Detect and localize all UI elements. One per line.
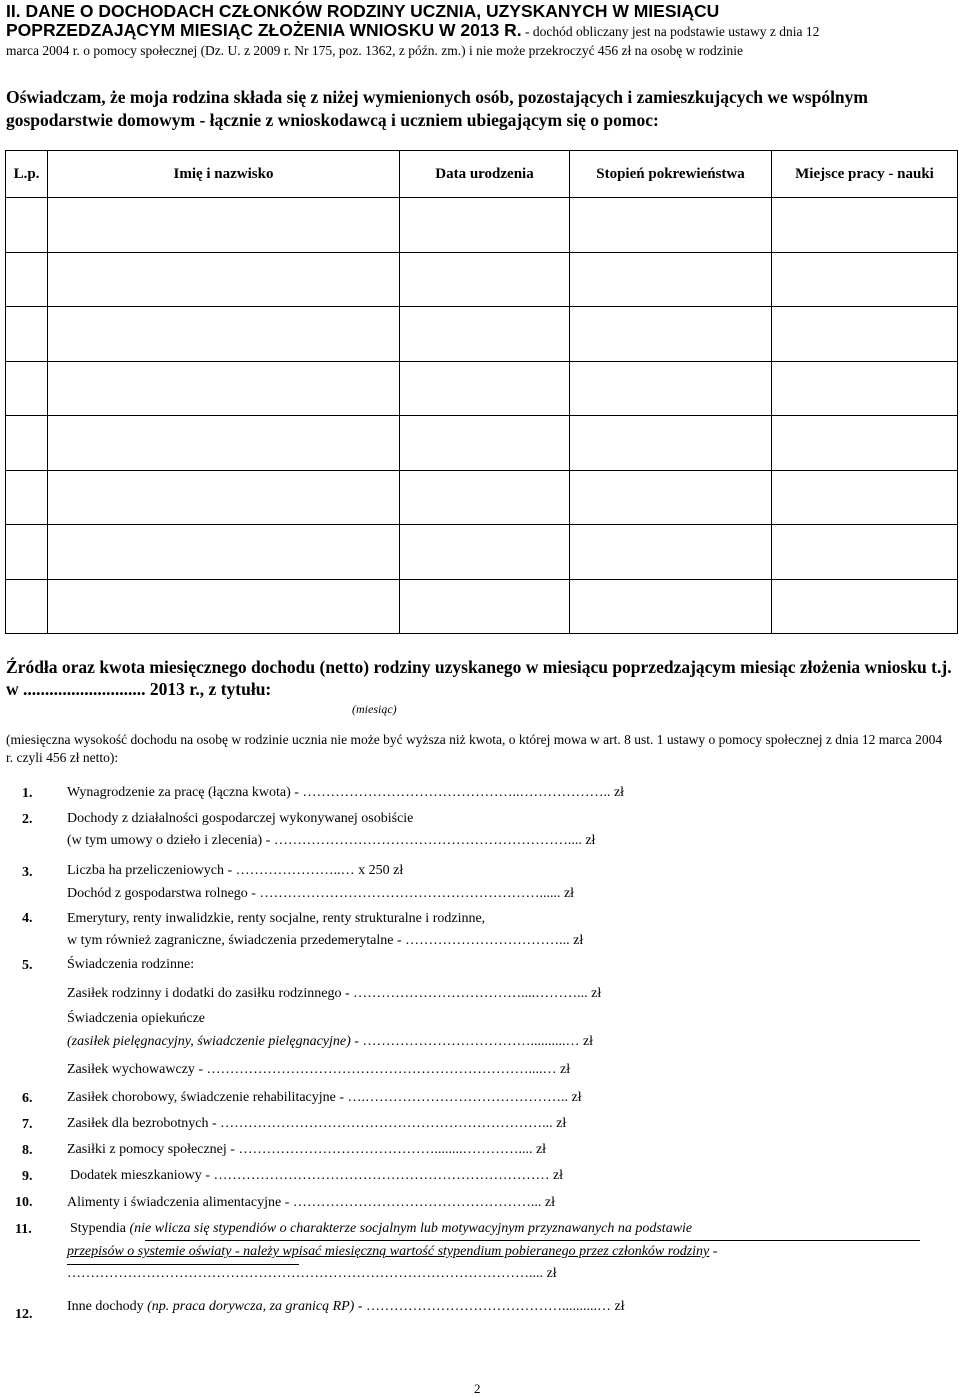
cell-name[interactable] [48, 361, 400, 416]
page-number: 2 [474, 1381, 481, 1396]
cell-name[interactable] [48, 307, 400, 362]
family-allowance-field[interactable]: Zasiłek rodzinny i dodatki do zasiłku rodzinnego - ………………………………....………... zł [67, 986, 602, 1001]
item-number-5: 5. [22, 958, 33, 973]
underline-1 [145, 1240, 920, 1241]
care-benefits-dots: ………………………………..........… zł [362, 1034, 594, 1049]
cell-birthdate[interactable] [400, 361, 570, 416]
cell-work-school[interactable] [772, 579, 958, 634]
cell-work-school[interactable] [772, 198, 958, 253]
cell-birthdate[interactable] [400, 416, 570, 471]
col-lp: L.p. [6, 151, 48, 198]
scholarships-word: Stypendia [70, 1221, 126, 1236]
household-table [5, 150, 958, 634]
item-number-9: 9. [22, 1169, 33, 1184]
income-pensions-field[interactable]: w tym również zagraniczne, świadczenia przedemerytalne - ……………………………... zł [67, 933, 584, 948]
cell-name[interactable] [48, 252, 400, 307]
table-row [6, 307, 958, 362]
cell-relationship[interactable] [570, 361, 772, 416]
sickness-benefit-field[interactable]: Zasiłek chorobowy, świadczenie rehabilitacyjne - ….…………………………………….. zł [67, 1090, 582, 1105]
scholarships-note-tail: - [709, 1244, 718, 1259]
cell-lp[interactable] [6, 579, 48, 634]
cell-birthdate[interactable] [400, 307, 570, 362]
cell-lp[interactable] [6, 252, 48, 307]
table-row [6, 525, 958, 580]
item-number-11: 11. [15, 1222, 32, 1237]
care-benefits-label: Świadczenia opiekuńcze [67, 1011, 205, 1026]
cell-lp[interactable] [6, 416, 48, 471]
scholarships-note-1: (nie wlicza się stypendiów o charakterze socjalnym lub motywacyjnym przyznawanych na podstawie [126, 1221, 693, 1236]
income-sources-title: Źródła oraz kwota miesięcznego dochodu (netto) rodziny uzyskanego w miesiącu poprzedzającym miesiąc złożenia wniosku t.j. w ............................ 2013 r., z tytułu: [6, 657, 952, 699]
col-work-school: Miejsce pracy - nauki [772, 151, 958, 198]
cell-relationship[interactable] [570, 198, 772, 253]
income-business-field[interactable]: (w tym umowy o dzieło i zlecenia) - ……………………………………………………….... zł [67, 833, 596, 848]
cell-relationship[interactable] [570, 470, 772, 525]
cell-name[interactable] [48, 579, 400, 634]
family-benefits-label: Świadczenia rodzinne: [67, 957, 195, 972]
table-row [6, 361, 958, 416]
cell-birthdate[interactable] [400, 252, 570, 307]
col-birthdate: Data urodzenia [400, 151, 570, 198]
cell-name[interactable] [48, 470, 400, 525]
income-pensions-label: Emerytury, renty inwalidzkie, renty socjalne, renty strukturalne i rodzinne, [67, 911, 486, 926]
table-header-row [6, 151, 958, 198]
cell-work-school[interactable] [772, 307, 958, 362]
income-business-label: Dochody z działalności gospodarczej wykonywanej osobiście [67, 811, 414, 826]
housing-allowance-field[interactable]: Dodatek mieszkaniowy - ……………………………………………………………… zł [70, 1168, 564, 1183]
alimony-field[interactable]: Alimenty i świadczenia alimentacyjne - ……………………………………………... zł [67, 1195, 555, 1210]
col-relationship: Stopień pokrewieństwa [570, 151, 772, 198]
table-row [6, 470, 958, 525]
item-number-1: 1. [22, 786, 33, 801]
item-number-12: 12. [15, 1307, 33, 1322]
social-assistance-field[interactable]: Zasiłki z pomocy społecznej - ……………………………………........………….... zł [67, 1142, 547, 1157]
cell-lp[interactable] [6, 525, 48, 580]
item-number-10: 10. [15, 1195, 33, 1210]
table-row [6, 252, 958, 307]
income-farm-field[interactable]: Dochód z gospodarstwa rolnego - ……………………………………………………...... zł [67, 886, 575, 901]
care-benefits-hint: (zasiłek pielęgnacyjny, świadczenie pielęgnacyjne) - [67, 1034, 363, 1049]
cell-name[interactable] [48, 416, 400, 471]
cell-work-school[interactable] [772, 470, 958, 525]
cell-relationship[interactable] [570, 416, 772, 471]
scholarships-label [70, 1219, 692, 1239]
scholarships-note-2: przepisów o systemie oświaty - należy wpisać miesięczną wartość stypendium pobieranego przez członków rodziny [67, 1244, 710, 1259]
header-line-3: marca 2004 r. o pomocy społecznej (Dz. U. z 2009 r. Nr 175, poz. 1362, z późn. zm.) i nie może przekroczyć 456 zł na osobę w rodzinie [6, 43, 744, 58]
table-row [6, 579, 958, 634]
header-line-1: II. DANE O DOCHODACH CZŁONKÓW RODZINY UCZNIA, UZYSKANYCH W MIESIĄCU [6, 1, 720, 21]
cell-lp[interactable] [6, 361, 48, 416]
unemployment-benefit-field[interactable]: Zasiłek dla bezrobotnych - ……………………………………………………………... zł [67, 1116, 567, 1131]
table-row [6, 198, 958, 253]
cell-work-school[interactable] [772, 252, 958, 307]
income-wages-field[interactable]: Wynagrodzenie za pracę (łączna kwota) - ………………………………………..……………….. zł [67, 785, 625, 800]
header-line-2: POPRZEDZAJĄCYM MIESIĄC ZŁOŻENIA WNIOSKU W 2013 R. [6, 20, 522, 40]
income-note: (miesięczna wysokość dochodu na osobę w rodzinie ucznia nie może być wyższa niż kwota, o której mowa w art. 8 ust. 1 ustawy o pomocy społecznej z dnia 12 marca 2004 r. czyli 456 zł netto): [6, 732, 943, 765]
cell-lp[interactable] [6, 198, 48, 253]
table-row [6, 416, 958, 471]
farm-hectares-field[interactable]: Liczba ha przeliczeniowych - …………………..… x 250 zł [67, 863, 404, 878]
item-number-7: 7. [22, 1117, 33, 1132]
cell-birthdate[interactable] [400, 579, 570, 634]
parental-allowance-field[interactable]: Zasiłek wychowawczy - ……………………………………………………………....… zł [67, 1062, 571, 1077]
month-hint: (miesiąc) [352, 702, 397, 716]
cell-birthdate[interactable] [400, 525, 570, 580]
cell-relationship[interactable] [570, 307, 772, 362]
cell-lp[interactable] [6, 470, 48, 525]
item-number-4: 4. [22, 911, 33, 926]
scholarships-note-line [67, 1242, 717, 1262]
other-income-dots: ……………………………………..........… zł [366, 1299, 625, 1314]
care-benefits-field[interactable] [67, 1032, 593, 1052]
cell-name[interactable] [48, 525, 400, 580]
declaration-text: Oświadczam, że moja rodzina składa się z niżej wymienionych osób, pozostających i zamieszkujących we wspólnym gospodarstwie domowym - łącznie z wnioskodawcą i uczniem ubiegającym się o pomoc: [6, 87, 868, 130]
cell-work-school[interactable] [772, 361, 958, 416]
cell-relationship[interactable] [570, 525, 772, 580]
other-income-hint: (np. praca dorywcza, za granicą RP) - [147, 1299, 367, 1314]
cell-birthdate[interactable] [400, 470, 570, 525]
section-header [6, 2, 956, 60]
item-number-2: 2. [22, 812, 33, 827]
cell-name[interactable] [48, 198, 400, 253]
cell-work-school[interactable] [772, 416, 958, 471]
item-number-3: 3. [22, 865, 33, 880]
header-line-2-note: - dochód obliczany jest na podstawie ustawy z dnia 12 [521, 24, 820, 39]
cell-lp[interactable] [6, 307, 48, 362]
scholarships-field[interactable]: ……………………………………………………………………………………….... zł [67, 1266, 557, 1281]
col-name: Imię i nazwisko [48, 151, 400, 198]
other-income-label: Inne dochody [67, 1299, 148, 1314]
other-income-field[interactable] [67, 1297, 625, 1317]
cell-birthdate[interactable] [400, 198, 570, 253]
item-number-8: 8. [22, 1143, 33, 1158]
item-number-6: 6. [22, 1091, 33, 1106]
cell-work-school[interactable] [772, 525, 958, 580]
cell-relationship[interactable] [570, 252, 772, 307]
cell-relationship[interactable] [570, 579, 772, 634]
